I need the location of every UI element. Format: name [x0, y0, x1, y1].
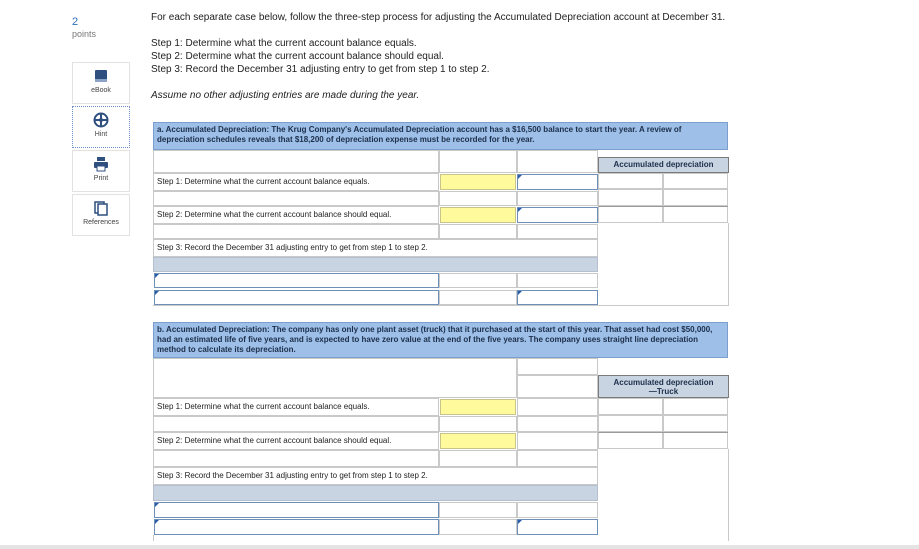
case-b-journal-account-1[interactable]: [154, 502, 439, 518]
case-b-step2-answer[interactable]: [440, 433, 516, 449]
instructions-step2: Step 2: Determine what the current account balance should equal.: [151, 51, 444, 62]
question-number: 2: [72, 16, 79, 28]
case-a-step2-input[interactable]: [517, 207, 598, 223]
case-a-journal-header: [153, 257, 598, 272]
case-a-journal-credit-1[interactable]: [517, 273, 598, 288]
case-b-t-debit-3[interactable]: [598, 432, 663, 449]
case-a-spacer: [439, 224, 517, 239]
references-button[interactable]: [72, 194, 130, 236]
case-b-journal-account-2[interactable]: [154, 519, 439, 535]
case-a-blank-row: [153, 150, 439, 173]
case-a-t-total-line: [598, 206, 728, 207]
case-a-step3-label: Step 3: Record the December 31 adjusting entry to get from step 1 to step 2.: [157, 243, 428, 252]
case-b-spacer: [517, 416, 598, 432]
case-b-t-credit-3[interactable]: [663, 432, 728, 449]
case-b-spacer: [439, 450, 517, 467]
case-b-step1-label: Step 1: Determine what the current account balance equals.: [157, 402, 370, 411]
case-a-blank-cell: [439, 150, 517, 173]
case-a-step1-label: Step 1: Determine what the current account balance equals.: [157, 177, 370, 186]
case-b-t-account-title: [598, 375, 729, 398]
case-a-journal-debit-1[interactable]: [439, 273, 517, 288]
case-b-t-debit-2[interactable]: [598, 415, 663, 432]
case-a-journal-debit-2[interactable]: [439, 290, 517, 305]
print-label: Print: [93, 175, 109, 182]
case-b-blank-cell: [517, 358, 598, 375]
instructions-step3: Step 3: Record the December 31 adjusting entry to get from step 1 to step 2.: [151, 64, 490, 75]
case-b-t-total-line: [598, 432, 728, 433]
print-icon: [93, 156, 109, 172]
print-button[interactable]: [72, 150, 130, 192]
references-icon: [93, 200, 109, 216]
case-a-step1-input[interactable]: [517, 174, 598, 190]
case-b-step2-cell: [517, 432, 598, 450]
ebook-label: eBook: [91, 87, 111, 94]
case-b-blank-cell: [517, 375, 598, 398]
case-a-t-credit-3[interactable]: [663, 206, 728, 223]
case-a-t-credit-2[interactable]: [663, 189, 728, 206]
case-b-t-debit-1[interactable]: [598, 398, 663, 415]
case-b-journal-debit-2[interactable]: [439, 519, 517, 535]
case-b-spacer: [439, 416, 517, 432]
references-label: References: [83, 219, 119, 226]
case-a-step2-label: Step 2: Determine what the current account balance should equal.: [157, 210, 392, 219]
case-a-step1-answer[interactable]: [440, 174, 516, 190]
case-b-header: b. Accumulated Depreciation: The company has only one plant asset (truck) that it purchased at the start of this year. That asset had cost $50,000, had an estimated life of five years, and is expected to have zero value at the end of the five years. The company uses straight line depreciation method to calculate its depreciation.: [153, 322, 728, 358]
instructions-intro: For each separate case below, follow the three-step process for adjusting the Accumulated Depreciation account at December 31.: [151, 12, 726, 23]
case-a-header: a. Accumulated Depreciation: The Krug Company's Accumulated Depreciation account has a $16,500 balance to start the year. A review of depreciation schedules reveals that $18,200 of depreciation expense must be recorded for the year.: [153, 122, 728, 150]
ebook-button[interactable]: [72, 62, 130, 104]
case-a-bottom: [153, 305, 729, 322]
book-icon: [93, 68, 109, 84]
case-b-step3-label: Step 3: Record the December 31 adjusting entry to get from step 1 to step 2.: [157, 471, 428, 480]
case-a-spacer: [153, 191, 439, 206]
case-b-journal-debit-1[interactable]: [439, 502, 517, 518]
case-b-spacer: [153, 450, 439, 467]
case-a-spacer: [439, 191, 517, 206]
case-a-journal-credit-2[interactable]: [517, 290, 598, 305]
case-b-left-border: [153, 535, 154, 541]
case-b-spacer: [517, 450, 598, 467]
case-b-step1-answer[interactable]: [440, 399, 516, 415]
case-a-spacer: [153, 224, 439, 239]
case-a-spacer: [517, 224, 598, 239]
hint-icon: [93, 112, 109, 128]
instructions-step1: Step 1: Determine what the current account balance equals.: [151, 38, 417, 49]
case-a-blank-cell: [517, 150, 598, 173]
case-a-t-account-title: Accumulated depreciation: [598, 157, 729, 173]
case-a-journal-account-2[interactable]: [154, 290, 439, 305]
case-b-journal-credit-1[interactable]: [517, 502, 598, 518]
case-b-spacer: [153, 416, 439, 432]
case-b-step2-label: Step 2: Determine what the current account balance should equal.: [157, 436, 392, 445]
case-b-t-account-line2: —Truck: [648, 387, 679, 396]
case-b-right-border: [728, 449, 729, 541]
case-b-step1-cell: [517, 398, 598, 416]
bottom-scrollbar[interactable]: [0, 545, 919, 549]
case-b-t-credit-2[interactable]: [663, 415, 728, 432]
case-a-t-credit-1[interactable]: [663, 173, 728, 189]
case-b-journal-header: [153, 485, 598, 501]
hint-label: Hint: [94, 131, 108, 138]
hint-button[interactable]: [72, 106, 130, 148]
case-a-t-debit-2[interactable]: [598, 189, 663, 206]
case-a-t-debit-3[interactable]: [598, 206, 663, 223]
case-a-right-border: [728, 223, 729, 307]
case-b-blank-row: [153, 358, 517, 398]
case-b-journal-credit-2[interactable]: [517, 519, 598, 535]
case-b-t-account-line1: Accumulated depreciation: [613, 378, 714, 387]
question-points: points: [72, 29, 97, 39]
case-a-journal-account-1[interactable]: [154, 273, 439, 288]
case-a-t-debit-1[interactable]: [598, 173, 663, 189]
case-b-t-credit-1[interactable]: [663, 398, 728, 415]
case-a-step2-answer[interactable]: [440, 207, 516, 223]
instructions-assumption: Assume no other adjusting entries are made during the year.: [151, 90, 420, 101]
case-a-spacer: [517, 191, 598, 206]
